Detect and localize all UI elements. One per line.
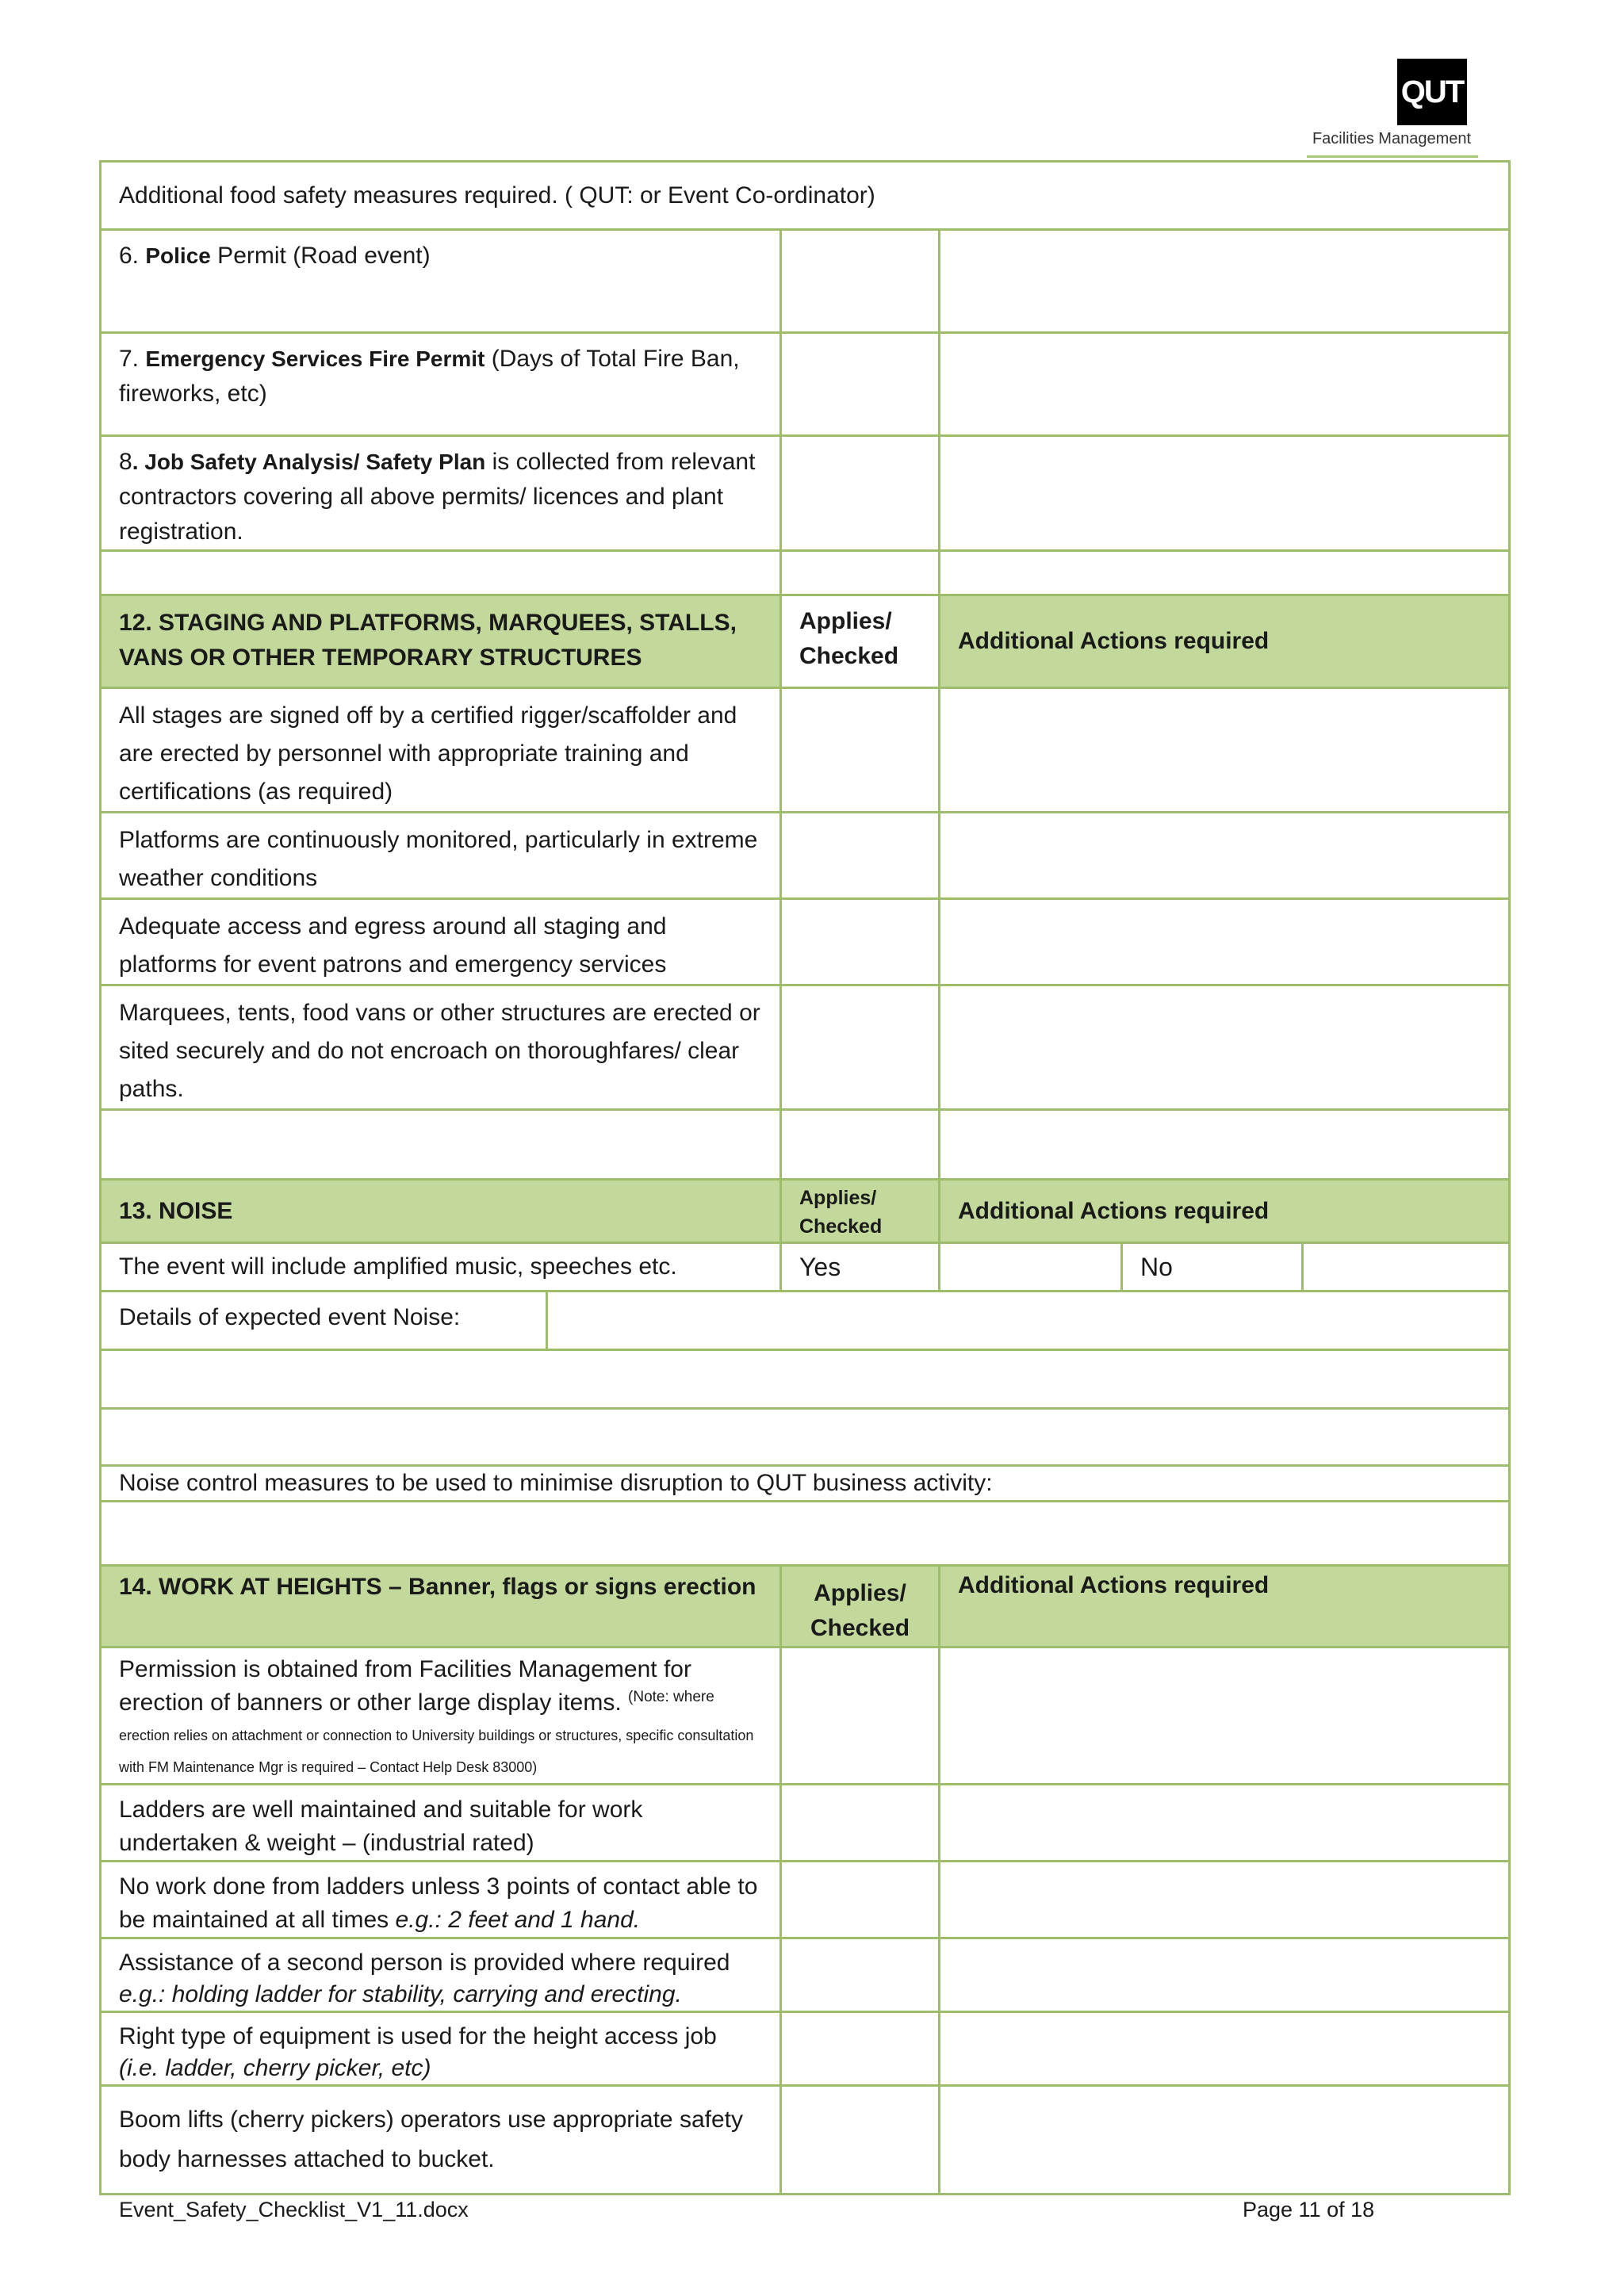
footer-page-number: Page 11 of 18	[1243, 2198, 1375, 2221]
table-row	[101, 688, 1510, 813]
table-row	[101, 1350, 1510, 1409]
actions-cell[interactable]	[940, 813, 1510, 899]
table-row	[101, 551, 1510, 595]
table-row	[101, 2086, 1510, 2195]
staging-row-4: Marquees, tents, food vans or other structures are erected or sited securely and do not encroach on thoroughfares/ clear paths.	[101, 985, 781, 1110]
applies-header: Applies/ Checked	[781, 1566, 940, 1647]
actions-header: Additional Actions required	[940, 1180, 1510, 1243]
table-row	[101, 1292, 1510, 1350]
ladders-row: Ladders are well maintained and suitable for work undertaken & weight – (industrial rated)	[101, 1785, 781, 1862]
item-6-police-permit: 6. Police Permit (Road event)	[101, 230, 781, 333]
noise-details-input[interactable]	[547, 1292, 1510, 1350]
section-12-header	[101, 595, 1510, 688]
actions-header: Additional Actions required	[940, 1566, 1510, 1647]
item-7-fire-permit: 7. Emergency Services Fire Permit (Days of Total Fire Ban, fireworks, etc)	[101, 333, 781, 436]
actions-cell[interactable]	[940, 1647, 1510, 1785]
table-row	[101, 1466, 1510, 1502]
table-row	[101, 333, 1510, 436]
logo-subtitle: Facilities Management	[1312, 130, 1472, 147]
table-row	[101, 2012, 1510, 2086]
blank-cell	[101, 551, 781, 595]
actions-cell[interactable]	[940, 899, 1510, 985]
second-person-row: Assistance of a second person is provided where required e.g.: holding ladder for stability, carrying and erecting.	[101, 1938, 781, 2012]
staging-row-1: All stages are signed off by a certified rigger/scaffolder and are erected by personnel with appropriate training and certifications (as required)	[101, 688, 781, 813]
no-label: No	[1122, 1243, 1303, 1292]
actions-cell[interactable]	[940, 333, 1510, 436]
applies-cell[interactable]	[781, 2012, 940, 2086]
staging-row-3: Adequate access and egress around all staging and platforms for event patrons and emergency services	[101, 899, 781, 985]
qut-logo-mark: QUT	[1397, 59, 1467, 125]
checklist-table-heights	[99, 1564, 1511, 2195]
section-13-header	[101, 1180, 1510, 1243]
noise-control-input[interactable]	[101, 1502, 1510, 1567]
table-row	[101, 1243, 1510, 1292]
applies-cell[interactable]	[781, 688, 940, 813]
section-13-title: 13. NOISE	[101, 1180, 781, 1243]
qut-logo	[1300, 52, 1483, 163]
actions-cell[interactable]	[940, 230, 1510, 333]
table-row	[101, 1862, 1510, 1938]
table-row	[101, 1647, 1510, 1785]
applies-cell[interactable]	[781, 1785, 940, 1862]
applies-cell[interactable]	[781, 2086, 940, 2195]
staging-row-2: Platforms are continuously monitored, particularly in extreme weather conditions	[101, 813, 781, 899]
table-row	[101, 230, 1510, 333]
section-14-header	[101, 1566, 1510, 1647]
ladder-contact-row: No work done from ladders unless 3 points of contact able to be maintained at all times e.g.: 2 feet and 1 hand.	[101, 1862, 781, 1938]
table-row	[101, 985, 1510, 1110]
applies-cell[interactable]	[781, 1938, 940, 2012]
applies-cell[interactable]	[781, 1647, 940, 1785]
blank-cell	[101, 1110, 781, 1180]
applies-cell[interactable]	[781, 985, 940, 1110]
no-checkbox[interactable]	[1303, 1243, 1510, 1292]
yes-label: Yes	[781, 1243, 940, 1292]
yes-checkbox[interactable]	[940, 1243, 1122, 1292]
footer-filename: Event_Safety_Checklist_V1_11.docx	[119, 2198, 469, 2221]
table-row	[101, 813, 1510, 899]
item-8-safety-plan: 8. Job Safety Analysis/ Safety Plan is collected from relevant contractors covering all above permits/ licences and plant registration.	[101, 436, 781, 551]
blank-cell	[940, 551, 1510, 595]
section-12-title: 12. STAGING AND PLATFORMS, MARQUEES, STALLS, VANS OR OTHER TEMPORARY STRUCTURES	[101, 595, 781, 688]
table-row	[101, 1110, 1510, 1180]
blank-cell	[781, 551, 940, 595]
actions-cell[interactable]	[940, 1785, 1510, 1862]
noise-details-line[interactable]	[101, 1350, 1510, 1409]
applies-cell[interactable]	[781, 813, 940, 899]
table-row	[101, 1938, 1510, 2012]
boom-lifts-row: Boom lifts (cherry pickers) operators use appropriate safety body harnesses attached to bucket.	[101, 2086, 781, 2195]
actions-cell[interactable]	[940, 985, 1510, 1110]
table-row	[101, 1785, 1510, 1862]
actions-cell[interactable]	[940, 436, 1510, 551]
section-14-title: 14. WORK AT HEIGHTS – Banner, flags or signs erection	[101, 1566, 781, 1647]
noise-control-label: Noise control measures to be used to minimise disruption to QUT business activity:	[101, 1466, 1510, 1502]
applies-cell[interactable]	[781, 333, 940, 436]
amplified-music-question: The event will include amplified music, speeches etc.	[101, 1243, 781, 1292]
equipment-row: Right type of equipment is used for the height access job (i.e. ladder, cherry picker, etc)	[101, 2012, 781, 2086]
applies-cell[interactable]	[781, 1862, 940, 1938]
applies-header: Applies/ Checked	[781, 595, 940, 688]
banner-permission-row: Permission is obtained from Facilities Management for erection of banners or other large display items. $^{(Note: where}$ erection relies on attachment or connection to University buildings or structures, specific consultation with FM Maintenance Mgr is required – Contact Help Desk 83000)	[101, 1647, 781, 1785]
applies-cell[interactable]	[781, 230, 940, 333]
table-row	[101, 1409, 1510, 1466]
blank-cell	[940, 1110, 1510, 1180]
actions-header: Additional Actions required	[940, 595, 1510, 688]
noise-details-label: Details of expected event Noise:	[101, 1292, 547, 1350]
table-row	[101, 436, 1510, 551]
actions-cell[interactable]	[940, 2012, 1510, 2086]
table-row	[101, 899, 1510, 985]
noise-details-line[interactable]	[101, 1409, 1510, 1466]
logo-underline	[1307, 155, 1478, 158]
applies-cell[interactable]	[781, 436, 940, 551]
actions-cell[interactable]	[940, 1938, 1510, 2012]
table-row	[101, 1502, 1510, 1567]
food-safety-row: Additional food safety measures required. ( QUT: or Event Co-ordinator)	[101, 162, 1510, 230]
checklist-table-main	[99, 160, 1511, 1568]
actions-cell[interactable]	[940, 1862, 1510, 1938]
applies-header: Applies/ Checked	[781, 1180, 940, 1243]
applies-cell[interactable]	[781, 899, 940, 985]
blank-cell	[781, 1110, 940, 1180]
actions-cell[interactable]	[940, 2086, 1510, 2195]
table-row	[101, 162, 1510, 230]
actions-cell[interactable]	[940, 688, 1510, 813]
